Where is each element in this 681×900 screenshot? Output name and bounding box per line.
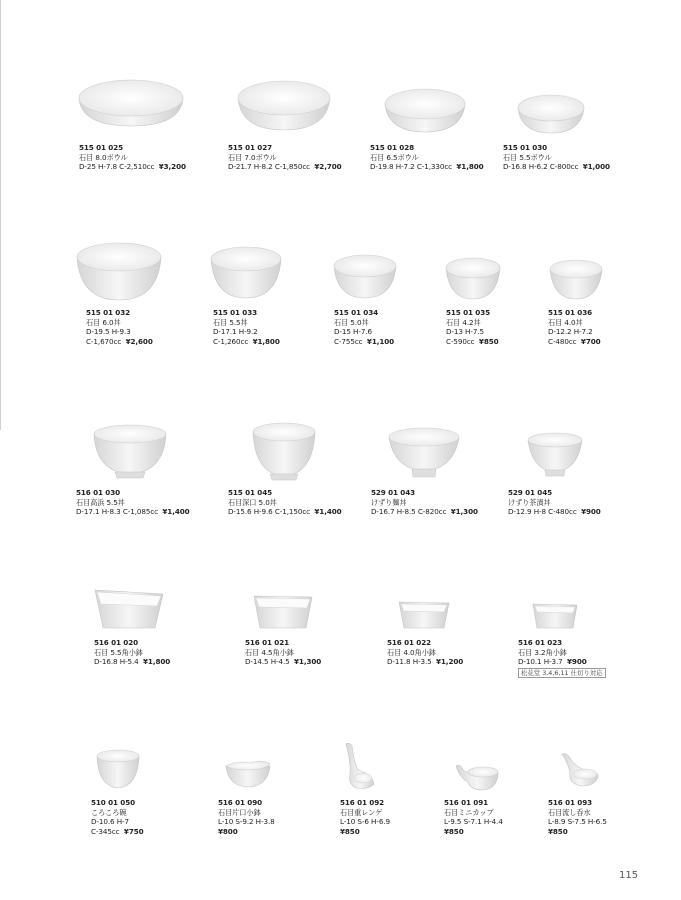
product-name: 石目 5.5ボウル bbox=[503, 152, 552, 162]
product-spec: D-17.1 H-8.3 C-1,085cc bbox=[76, 507, 159, 517]
product-spec: D-21.7 H-8.2 C-1,850cc bbox=[228, 162, 311, 172]
bowl-image bbox=[235, 76, 333, 132]
product-spec: D-17.1 H-9.2 bbox=[213, 327, 258, 337]
product-name: 石目 8.0ボウル bbox=[79, 152, 128, 162]
product-code: 516 01 023 bbox=[518, 638, 563, 647]
product-price: ¥750 bbox=[123, 826, 144, 836]
product-spec: L-10 S-9.2 H-3.8 bbox=[218, 817, 275, 827]
cup-image bbox=[95, 748, 141, 790]
product-name: ころころ碗 bbox=[91, 807, 127, 817]
square-bowl-image bbox=[531, 602, 579, 632]
product-code: 516 01 093 bbox=[548, 798, 593, 807]
product-name: 石目ミニカップ bbox=[444, 807, 494, 817]
product-price: ¥1,400 bbox=[314, 507, 342, 517]
product-name: 石目 7.0ボウル bbox=[228, 152, 277, 162]
product-code: 515 01 032 bbox=[86, 308, 131, 317]
product-price: ¥1,800 bbox=[252, 336, 280, 346]
product-name: 石目 4.0角小鉢 bbox=[387, 647, 436, 657]
product-price: ¥1,300 bbox=[294, 657, 322, 667]
product-code: 515 01 027 bbox=[228, 143, 273, 152]
product-price: ¥1,300 bbox=[450, 507, 478, 517]
product-spec: D-13 H-7.5 bbox=[446, 327, 484, 337]
product-price: ¥700 bbox=[580, 336, 601, 346]
product-price: ¥850 bbox=[340, 826, 360, 836]
product-name: 石目重レンゲ bbox=[340, 807, 383, 817]
product-name: 石目 4.0丼 bbox=[548, 317, 583, 327]
product-spec: D-10.1 H-3.7 bbox=[518, 657, 563, 667]
product-price: ¥1,800 bbox=[456, 162, 484, 172]
product-price: ¥1,800 bbox=[143, 657, 171, 667]
product-price: ¥3,200 bbox=[158, 162, 186, 172]
product-price: ¥850 bbox=[478, 336, 499, 346]
page-edge-line bbox=[0, 0, 1, 430]
product-name: 石目 4.2丼 bbox=[446, 317, 481, 327]
product-spec: L-8.9 S-7.5 H-6.5 bbox=[548, 817, 607, 827]
product-name: 石目 4.5角小鉢 bbox=[245, 647, 294, 657]
square-bowl-image bbox=[252, 594, 314, 632]
product-code: 515 01 028 bbox=[370, 143, 415, 152]
bowl-image bbox=[547, 257, 605, 301]
product-spec: D-16.7 H-8.5 C-820cc bbox=[371, 507, 447, 517]
product-name: けずり茶漬丼 bbox=[508, 497, 551, 507]
product-code: 515 01 045 bbox=[228, 488, 273, 497]
product-name: 石目 5.5角小鉢 bbox=[94, 647, 143, 657]
square-bowl-image bbox=[397, 600, 451, 632]
page-number: 115 bbox=[619, 870, 639, 881]
product-spec: D-16.8 H-5.4 bbox=[94, 657, 139, 667]
product-code: 516 01 090 bbox=[218, 798, 263, 807]
product-capacity: C-590cc bbox=[446, 336, 475, 346]
mini-cup-image bbox=[454, 760, 500, 792]
product-price: ¥2,700 bbox=[314, 162, 342, 172]
lipped-bowl-image bbox=[224, 758, 272, 790]
product-spec: D-14.5 H-4.5 bbox=[245, 657, 290, 667]
compatibility-note: 松花堂 3,4,6,11 仕切り対応 bbox=[518, 668, 606, 678]
product-capacity: C-1,670cc bbox=[86, 336, 122, 346]
product-name: 石目高浜 5.5丼 bbox=[76, 497, 125, 507]
product-spec: D-16.8 H-6.2 C-800cc bbox=[503, 162, 579, 172]
bowl-image bbox=[208, 244, 284, 300]
product-code: 529 01 043 bbox=[371, 488, 416, 497]
product-price: ¥1,400 bbox=[162, 507, 190, 517]
square-bowl-image bbox=[93, 588, 165, 632]
product-spec: D-25 H-7.8 C-2,510cc bbox=[79, 162, 155, 172]
product-name: 石目流し呑水 bbox=[548, 807, 591, 817]
product-name: 石目 6.0丼 bbox=[86, 317, 121, 327]
product-code: 515 01 036 bbox=[548, 308, 593, 317]
product-code: 516 01 022 bbox=[387, 638, 432, 647]
product-name: 石目深口 5.0丼 bbox=[228, 497, 277, 507]
product-capacity: C-1,260cc bbox=[213, 336, 249, 346]
product-capacity: C-345cc bbox=[91, 826, 120, 836]
product-spec: L-9.5 S-7.1 H-4.4 bbox=[444, 817, 503, 827]
product-capacity: C-480cc bbox=[548, 336, 577, 346]
product-name: けずり麺丼 bbox=[371, 497, 407, 507]
product-price: ¥1,200 bbox=[436, 657, 464, 667]
product-price: ¥1,100 bbox=[366, 336, 395, 346]
product-spec: D-11.8 H-3.5 bbox=[387, 657, 432, 667]
product-price: ¥800 bbox=[218, 826, 238, 836]
product-price: ¥2,600 bbox=[125, 336, 153, 346]
bowl-image bbox=[74, 240, 164, 302]
bowl-image bbox=[250, 420, 318, 482]
product-price: ¥900 bbox=[581, 507, 601, 517]
product-name: 石目 5.0丼 bbox=[334, 317, 369, 327]
product-code: 515 01 033 bbox=[213, 308, 258, 317]
product-spec: D-19.5 H-9.3 bbox=[86, 327, 131, 337]
product-code: 515 01 030 bbox=[503, 143, 548, 152]
bowl-image bbox=[386, 425, 462, 479]
product-code: 515 01 034 bbox=[334, 308, 379, 317]
product-code: 516 01 030 bbox=[76, 488, 121, 497]
product-price: ¥900 bbox=[567, 657, 587, 667]
bowl-image bbox=[382, 84, 468, 134]
product-price: ¥850 bbox=[548, 826, 568, 836]
product-spec: L-10 S-6 H-6.9 bbox=[340, 817, 390, 827]
product-name: 石目 3.2角小鉢 bbox=[518, 647, 567, 657]
product-code: 510 01 050 bbox=[91, 798, 136, 807]
product-spec: D-15.6 H-9.6 C-1,150cc bbox=[228, 507, 311, 517]
product-spec: D-15 H-7.6 bbox=[334, 327, 372, 337]
product-spec: D-19.8 H-7.2 C-1,330cc bbox=[370, 162, 453, 172]
product-price: ¥1,000 bbox=[582, 162, 610, 172]
product-name: 石目片口小鉢 bbox=[218, 807, 261, 817]
product-code: 515 01 035 bbox=[446, 308, 491, 317]
product-capacity: C-755cc bbox=[334, 336, 363, 346]
bowl-image bbox=[515, 91, 587, 135]
bowl-image bbox=[91, 422, 169, 480]
bowl-image bbox=[76, 76, 186, 128]
product-spec: D-12.2 H-7.2 bbox=[548, 327, 593, 337]
product-code: 529 01 045 bbox=[508, 488, 553, 497]
product-name: 石目 6.5ボウル bbox=[370, 152, 419, 162]
product-price: ¥850 bbox=[444, 826, 464, 836]
product-name: 石目 5.5丼 bbox=[213, 317, 248, 327]
product-code: 515 01 025 bbox=[79, 143, 124, 152]
product-spec: D-10.6 H-7 bbox=[91, 817, 129, 827]
product-code: 516 01 021 bbox=[245, 638, 290, 647]
bowl-image bbox=[443, 255, 503, 301]
spoon-image bbox=[342, 740, 378, 792]
bowl-image bbox=[331, 252, 399, 300]
product-spec: D-12.9 H-8 C-480cc bbox=[508, 507, 577, 517]
spouted-dish-image bbox=[560, 750, 600, 790]
bowl-image bbox=[525, 430, 585, 478]
product-code: 516 01 091 bbox=[444, 798, 489, 807]
product-code: 516 01 020 bbox=[94, 638, 139, 647]
product-code: 516 01 092 bbox=[340, 798, 385, 807]
